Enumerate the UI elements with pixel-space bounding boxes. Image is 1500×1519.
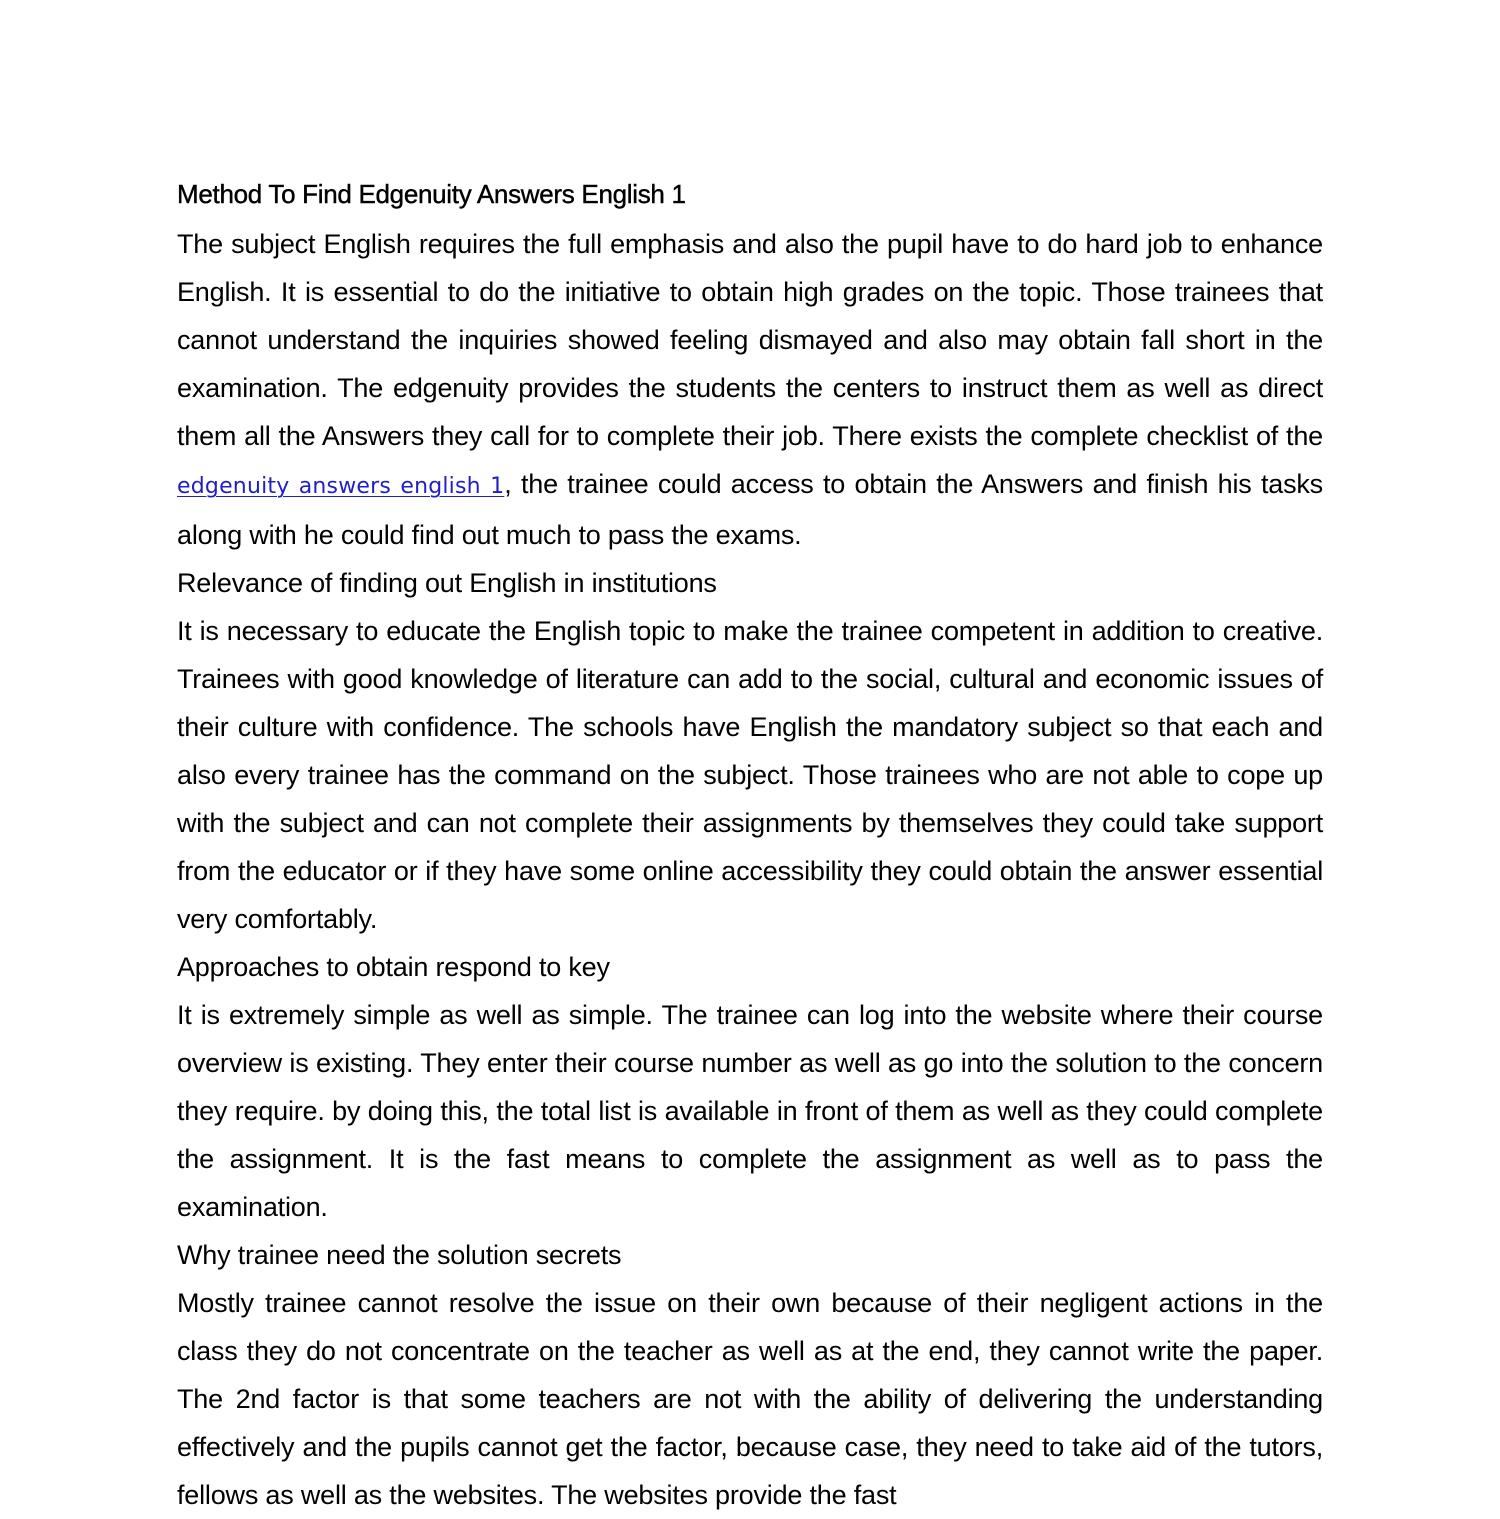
section-heading-why-need: Why trainee need the solution secrets — [177, 1240, 622, 1270]
document-title: Method To Find Edgenuity Answers English 1 — [177, 179, 686, 209]
section-body-relevance: It is necessary to educate the English topic to make the trainee competent in addition to creative. Trainees with good knowledge of literature can add to the social, cultural and economic issues of their culture with confidence. The schools have English the mandatory subject so that each and also every trainee has the command on the subject. Those trainees who are not able to cope up with the subject and can not complete their assignments by themselves they could take support from the educator or if they have some online accessibility they could obtain the answer essential very comfortably. — [177, 616, 1323, 934]
section-body-approaches: It is extremely simple as well as simple. The trainee can log into the website where their course overview is existing. They enter their course number as well as go into the solution to the concern they require. by doing this, the total list is available in front of them as well as they could complete the assignment. It is the fast means to complete the assignment as well as to pass the examination. — [177, 1000, 1323, 1222]
section-heading-relevance: Relevance of finding out English in institutions — [177, 568, 717, 598]
intro-text-before-link: The subject English requires the full emphasis and also the pupil have to do hard job to enhance English. It is essential to do the initiative to obtain high grades on the topic. Those trainees that cannot understand the inquiries showed feeling dismayed and also may obtain fall short in the examination. The edgenuity provides the students the centers to instruct them as well as direct them all the Answers they call for to complete their job. There exists the complete checklist of the — [177, 229, 1323, 451]
edgenuity-answers-link[interactable]: edgenuity answers english 1 — [177, 474, 505, 499]
intro-text-after-link: , the trainee could access to obtain the Answers and finish his tasks along with he could find out much to pass the exams. — [177, 469, 1323, 550]
section-body-why-need: Mostly trainee cannot resolve the issue on their own because of their negligent actions in the class they do not concentrate on the teacher as well as at the end, they cannot write the paper. The 2nd factor is that some teachers are not with the ability of delivering the understanding effectively and the pupils cannot get the factor, because case, they need to take aid of the tutors, fellows as well as the websites. The websites provide the fast — [177, 1288, 1323, 1510]
section-heading-approaches: Approaches to obtain respond to key — [177, 952, 610, 982]
document-page — [177, 172, 1323, 1519]
intro-paragraph — [177, 220, 1323, 559]
